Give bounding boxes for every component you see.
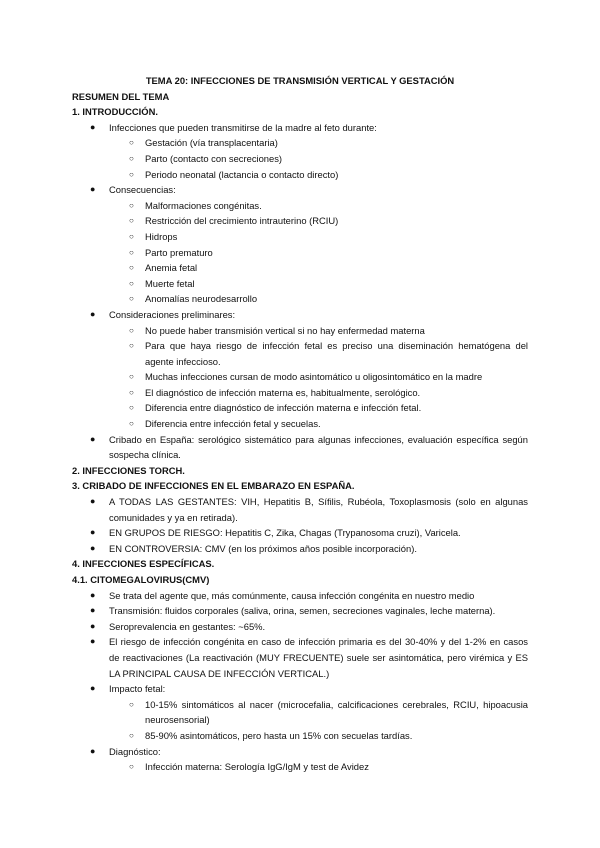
list-item: ○ Infección materna: Serología IgG/IgM y test de Avidez (72, 759, 528, 775)
circle-bullet-icon: ○ (129, 294, 134, 304)
circle-bullet-icon: ○ (129, 138, 134, 148)
list-item: ● EN CONTROVERSIA: CMV (en los próximos años posible incorporación). (72, 541, 528, 557)
list-item: ○ 85-90% asintomáticos, pero hasta un 15% con secuelas tardías. (72, 728, 528, 744)
circle-bullet-icon: ○ (129, 372, 134, 382)
bullet-icon: ● (90, 683, 96, 694)
list-item: ● Cribado en España: serológico sistemático para algunas infecciones, evaluación específica según sospecha clínica. (90, 433, 528, 461)
circle-bullet-icon: ○ (129, 247, 134, 257)
list-item: ○ Para que haya riesgo de infección fetal es preciso una diseminación hematógena del agente infeccioso. (129, 340, 528, 367)
resumen-heading: RESUMEN DEL TEMA (72, 90, 170, 102)
bullet-icon: ● (90, 527, 96, 538)
section-4-1-heading: 4.1. CITOMEGALOVIRUS(CMV) (72, 574, 210, 585)
section-2-heading: 2. INFECCIONES TORCH. (72, 464, 185, 476)
bullet-icon: ● (90, 308, 96, 319)
circle-bullet-icon: ○ (129, 263, 134, 273)
list-item: ● Impacto fetal: (72, 681, 528, 697)
circle-bullet-icon: ○ (129, 699, 134, 709)
circle-bullet-icon: ○ (129, 419, 134, 429)
bullet-icon: ● (90, 121, 96, 132)
list-item: ● EN GRUPOS DE RIESGO: Hepatitis C, Zika, Chagas (Trypanosoma cruzi), Varicela. (72, 525, 528, 541)
list-item: ● Transmisión: fluidos corporales (saliva, orina, semen, secreciones vaginales, leche materna). (72, 603, 528, 619)
list-item: ○ El diagnóstico de infección materna es, habitualmente, serológico. (72, 385, 528, 401)
circle-bullet-icon: ○ (129, 325, 134, 335)
list-item: ○ Gestación (vía transplacentaria) (72, 135, 528, 151)
list-item: ○ No puede haber transmisión vertical si no hay enfermedad materna (72, 323, 528, 339)
bullet-icon: ● (90, 605, 96, 616)
bullet-icon: ● (90, 589, 96, 600)
circle-bullet-icon: ○ (129, 730, 134, 740)
list-item: ● Consideraciones preliminares: (72, 307, 528, 323)
list-item: ○ Diferencia entre infección fetal y secuelas. (72, 416, 528, 432)
list-item: ○ Parto prematuro (72, 245, 528, 261)
bullet-icon: ● (90, 620, 96, 631)
list-item: ● A TODAS LAS GESTANTES: VIH, Hepatitis B, Sífilis, Rubéola, Toxoplasmosis (solo en algunas comunidades y ya en retirada). (90, 496, 528, 523)
document-title: TEMA 20: INFECCIONES DE TRANSMISIÓN VERTICAL Y GESTACIÓN (145, 75, 455, 86)
list-item: ● El riesgo de infección congénita en caso de infección primaria es del 30-40% y del 1-2% en casos de reactivaciones (La reactivación (MUY FRECUENTE) suele ser asintomática, pero virémica y ES LA PRINCIPAL CAUSA DE INFECCIÓN VERTICAL.) (90, 636, 528, 679)
list-item: ● Seroprevalencia en gestantes: ~65%. (72, 619, 528, 635)
circle-bullet-icon: ○ (129, 169, 134, 179)
bullet-icon: ● (90, 636, 96, 647)
circle-bullet-icon: ○ (129, 403, 134, 413)
circle-bullet-icon: ○ (129, 216, 134, 226)
list-item: ○ 10-15% sintomáticos al nacer (microcefalia, calcificaciones cerebrales, RCIU, hipoacusia neurosensorial) (129, 698, 528, 726)
bullet-icon: ● (90, 745, 96, 756)
section-4-heading: 4. INFECCIONES ESPECÍFICAS. (72, 558, 215, 570)
bullet-icon: ● (90, 184, 96, 195)
list-item: ● Consecuencias: (72, 182, 528, 198)
circle-bullet-icon: ○ (129, 341, 134, 351)
list-item: ● Se trata del agente que, más comúnmente, causa infección congénita en nuestro medio (72, 588, 528, 604)
list-item: ○ Muerte fetal (72, 276, 528, 292)
list-item: ○ Anemia fetal (72, 260, 528, 276)
list-item: ○ Anomalías neurodesarrollo (72, 291, 528, 307)
list-item: ○ Parto (contacto con secreciones) (72, 151, 528, 167)
circle-bullet-icon: ○ (129, 762, 134, 772)
list-item: ● Infecciones que pueden transmitirse de la madre al feto durante: (72, 120, 528, 136)
circle-bullet-icon: ○ (129, 387, 134, 397)
list-item: ○ Malformaciones congénitas. (72, 198, 528, 214)
bullet-icon: ● (90, 542, 96, 553)
list-item: ○ Hidrops (72, 229, 528, 245)
list-item: ○ Restricción del crecimiento intrauterino (RCIU) (72, 213, 528, 229)
bullet-icon: ● (90, 496, 96, 507)
circle-bullet-icon: ○ (129, 153, 134, 163)
document-page (72, 73, 528, 775)
section-3-heading: 3. CRIBADO DE INFECCIONES EN EL EMBARAZO EN ESPAÑA. (72, 480, 355, 492)
list-item: ○ Diferencia entre diagnóstico de infección materna e infección fetal. (72, 400, 528, 416)
circle-bullet-icon: ○ (129, 231, 134, 241)
list-item: ○ Periodo neonatal (lactancia o contacto directo) (72, 167, 528, 183)
bullet-icon: ● (90, 433, 96, 444)
section-1-heading: 1. INTRODUCCIÓN. (72, 106, 158, 118)
list-item: ○ Muchas infecciones cursan de modo asintomático u oligosintomático en la madre (72, 369, 528, 385)
circle-bullet-icon: ○ (129, 278, 134, 288)
list-item: ● Diagnóstico: (72, 744, 528, 760)
circle-bullet-icon: ○ (129, 200, 134, 210)
